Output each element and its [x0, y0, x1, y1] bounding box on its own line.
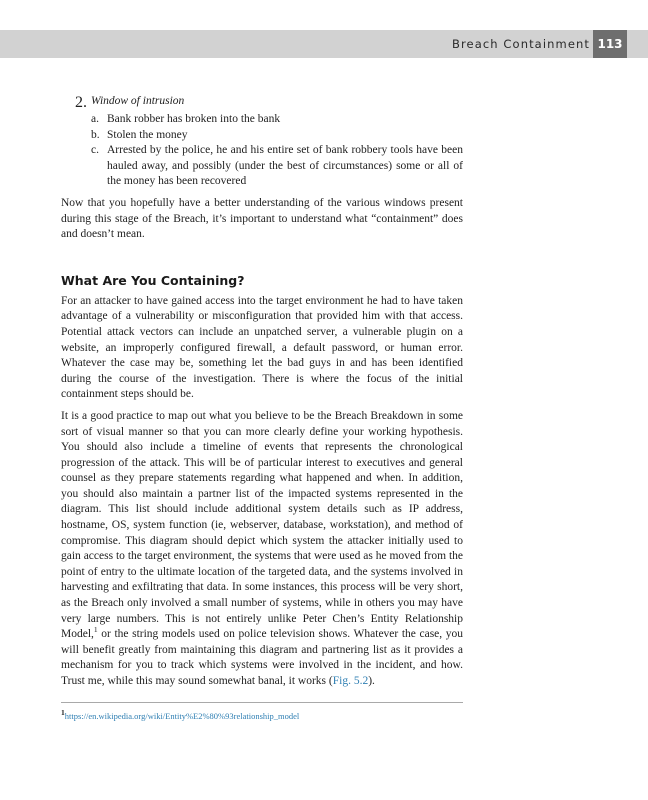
sublist-item-c: [91, 143, 463, 190]
footnote-divider: [61, 702, 463, 703]
paragraph-breach-breakdown-end: ).: [368, 675, 375, 687]
list-number: 2.: [75, 94, 87, 111]
sublist-item-b: [91, 128, 463, 144]
section-heading: What Are You Containing?: [61, 272, 245, 288]
list-title: Window of intrusion: [91, 95, 185, 107]
page-body: [61, 94, 463, 721]
page-number: 113: [593, 30, 627, 58]
figure-reference-link[interactable]: Fig. 5.2: [332, 675, 369, 687]
paragraph-breach-breakdown-text-1: It is a good practice to map out what you believe to be the Breach Breakdown in some sort of visual manner so that you can more clearly define your working hypothesis. You should also include a timeline of events that represents the chronological progression of the attack. This will be of particular interest to executives and general counsel as they prepare statements regarding what happened and when. In addition, you should also maintain a partner list of the impacted systems represented in the diagram. This list should include additional system details such as IP address, hostname, OS, system function (ie, webserver, database, workstation), and method of compromise. This diagram should depict which system the attacker initially used to gain access to the target environment, the systems that were used as he moved from the point of entry to the ultimate location of the targeted data, and the systems involved in harvesting and exfiltrating that data. In some instances, this process will be very short, as the Breach only involved a small number of systems, while in others you may have very large numbers. This is not entirely unlike Peter Chen’s Entity Relationship Model,: [61, 409, 463, 641]
footnote-url-link[interactable]: https://en.wikipedia.org/wiki/Entity%E2%80%93relationship_model: [64, 710, 300, 721]
footnote-reference[interactable]: 1: [93, 625, 98, 635]
footnote: [61, 707, 463, 721]
paragraph-breach-breakdown-text-2: or the string models used on police television shows. Whatever the case, you will benefit greatly from maintaining this diagram and partnering list as it provides a mechanism for you to track which systems were involved in the incident, and how. Trust me, while this may sound somewhat banal, it works (: [61, 628, 463, 687]
paragraph-attack-vectors: For an attacker to have gained access into the target environment he had to have taken advantage of a vulnerability or misconfiguration that provided him with that access. Potential attack vectors can include an unpatched server, a vulnerable plugin on a website, an improperly configured firewall, a default password, or human error. Whatever the case may be, something let the bad guys in and has been identified during the course of the investigation. There is where the focus of the initial containment steps should be.: [61, 294, 463, 401]
paragraph-breach-breakdown: [61, 409, 463, 690]
sublist-item-a: [91, 112, 463, 128]
running-header-title: Breach Containment: [451, 37, 590, 51]
sublist-text-a: Bank robber has broken into the bank: [107, 113, 281, 125]
footnote-number: 1: [61, 707, 65, 717]
sublist-marker-c: c.: [91, 144, 99, 157]
sublist-text-c: Arrested by the police, he and his entire set of bank robbery tools have been hauled away, and possibly (under the best of circumstances) some or all of the money has been recovered: [107, 144, 463, 188]
sublist-marker-a: a.: [91, 113, 99, 125]
list-item-window-of-intrusion: [75, 94, 463, 112]
sublist-text-b: Stolen the money: [107, 128, 188, 141]
intro-paragraph: Now that you hopefully have a better understanding of the various windows present during this stage of the Breach, it’s important to understand what “containment” does and doesn’t mean.: [61, 196, 463, 241]
sublist-marker-b: b.: [91, 128, 100, 141]
